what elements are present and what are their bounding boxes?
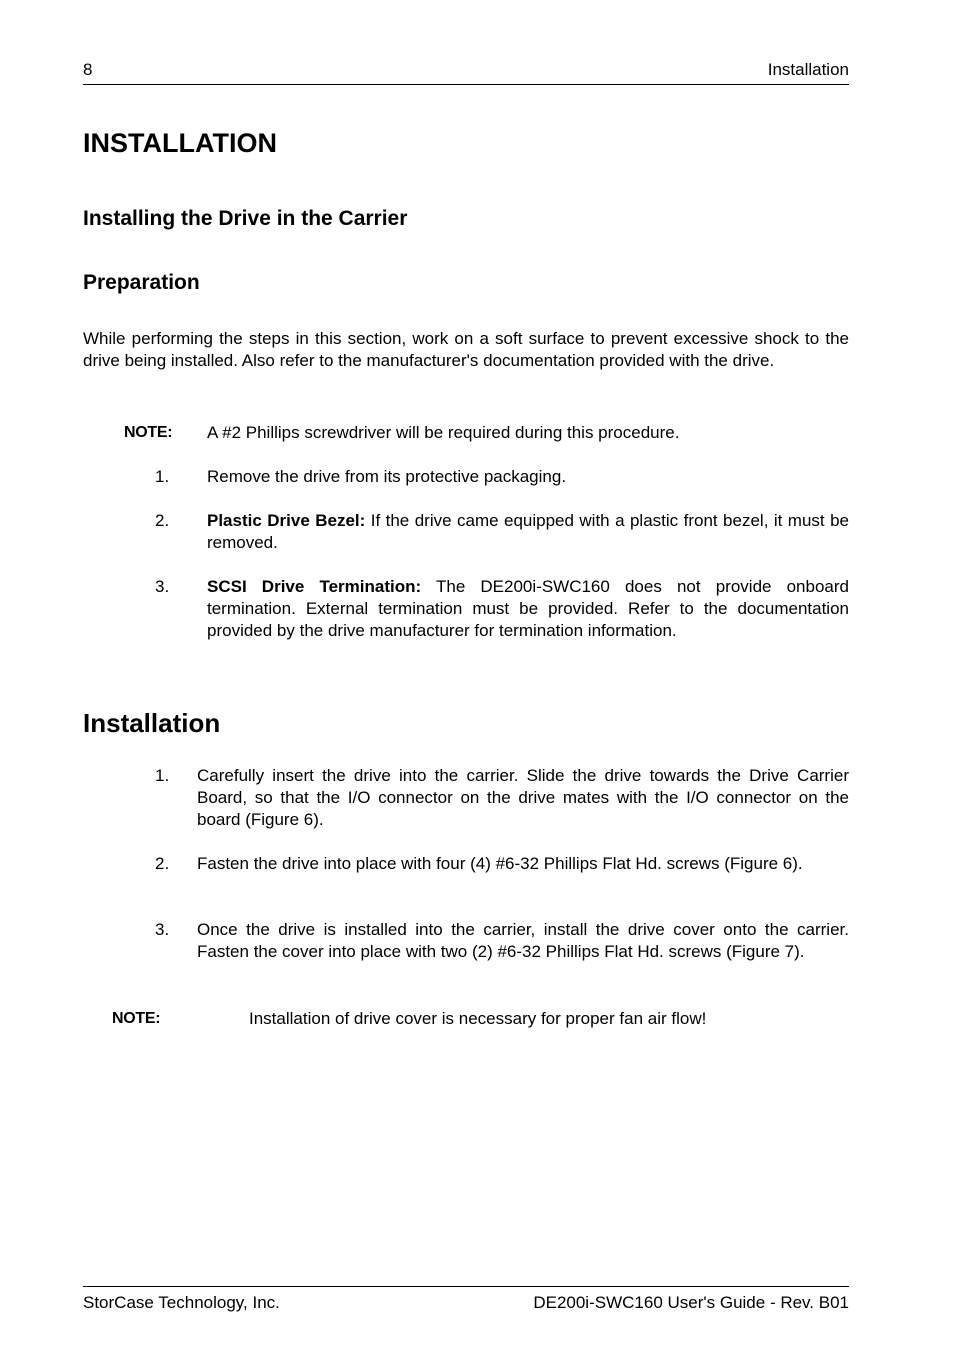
installation-note-label: NOTE: xyxy=(112,1010,161,1027)
prep-step-1-text: Remove the drive from its protective packaging. xyxy=(207,467,567,486)
prep-step-1-number: 1. xyxy=(155,467,170,486)
installation-note-text: Installation of drive cover is necessary for proper fan air flow! xyxy=(249,1009,707,1028)
installation-heading: Installation xyxy=(83,708,221,738)
document-page xyxy=(83,0,849,1369)
page-title: INSTALLATION xyxy=(83,128,277,158)
install-step-3-text: Once the drive is installed into the carrier, install the drive cover onto the carrier. Fasten the cover into place with two (2) #6-32 Phillips Flat Hd. screws (Figure 7). xyxy=(197,920,849,961)
preparation-note-text: A #2 Phillips screwdriver will be required during this procedure. xyxy=(207,423,680,442)
install-step-2-text: Fasten the drive into place with four (4) #6-32 Phillips Flat Hd. screws (Figure 6). xyxy=(197,854,803,873)
page-header xyxy=(83,58,849,85)
header-section-title: Installation xyxy=(767,60,849,79)
prep-step-3-number: 3. xyxy=(155,577,170,596)
prep-step-3-bold: SCSI Drive Termination: xyxy=(207,577,422,596)
prep-step-2-text: Plastic Drive Bezel: If the drive came equipped with a plastic front bezel, it must be removed. xyxy=(207,511,849,552)
install-step-3-number: 3. xyxy=(155,920,170,939)
page-number: 8 xyxy=(83,60,93,79)
preparation-heading: Preparation xyxy=(83,271,200,294)
preparation-intro: While performing the steps in this section, work on a soft surface to prevent excessive shock to the drive being installed. Also refer to the manufacturer's documentation provided with the drive. xyxy=(83,329,849,370)
prep-step-3-text: SCSI Drive Termination: The DE200i-SWC160 does not provide onboard termination. External termination must be provided. Refer to the documentation provided by the drive manufacturer for termination information. xyxy=(207,577,849,640)
install-step-1-number: 1. xyxy=(155,766,170,785)
prep-step-2-bold: Plastic Drive Bezel: xyxy=(207,511,366,530)
footer-document-title: DE200i-SWC160 User's Guide - Rev. B01 xyxy=(533,1293,849,1312)
subtitle-heading: Installing the Drive in the Carrier xyxy=(83,207,408,230)
prep-step-2-number: 2. xyxy=(155,511,170,530)
install-step-1-text: Carefully insert the drive into the carrier. Slide the drive towards the Drive Carrier Board, so that the I/O connector on the drive mates with the I/O connector on the board (Figure 6). xyxy=(197,766,849,829)
preparation-note-label: NOTE: xyxy=(124,424,173,441)
install-step-2-number: 2. xyxy=(155,854,170,873)
footer-company: StorCase Technology, Inc. xyxy=(83,1293,280,1312)
page-footer xyxy=(83,1286,849,1312)
